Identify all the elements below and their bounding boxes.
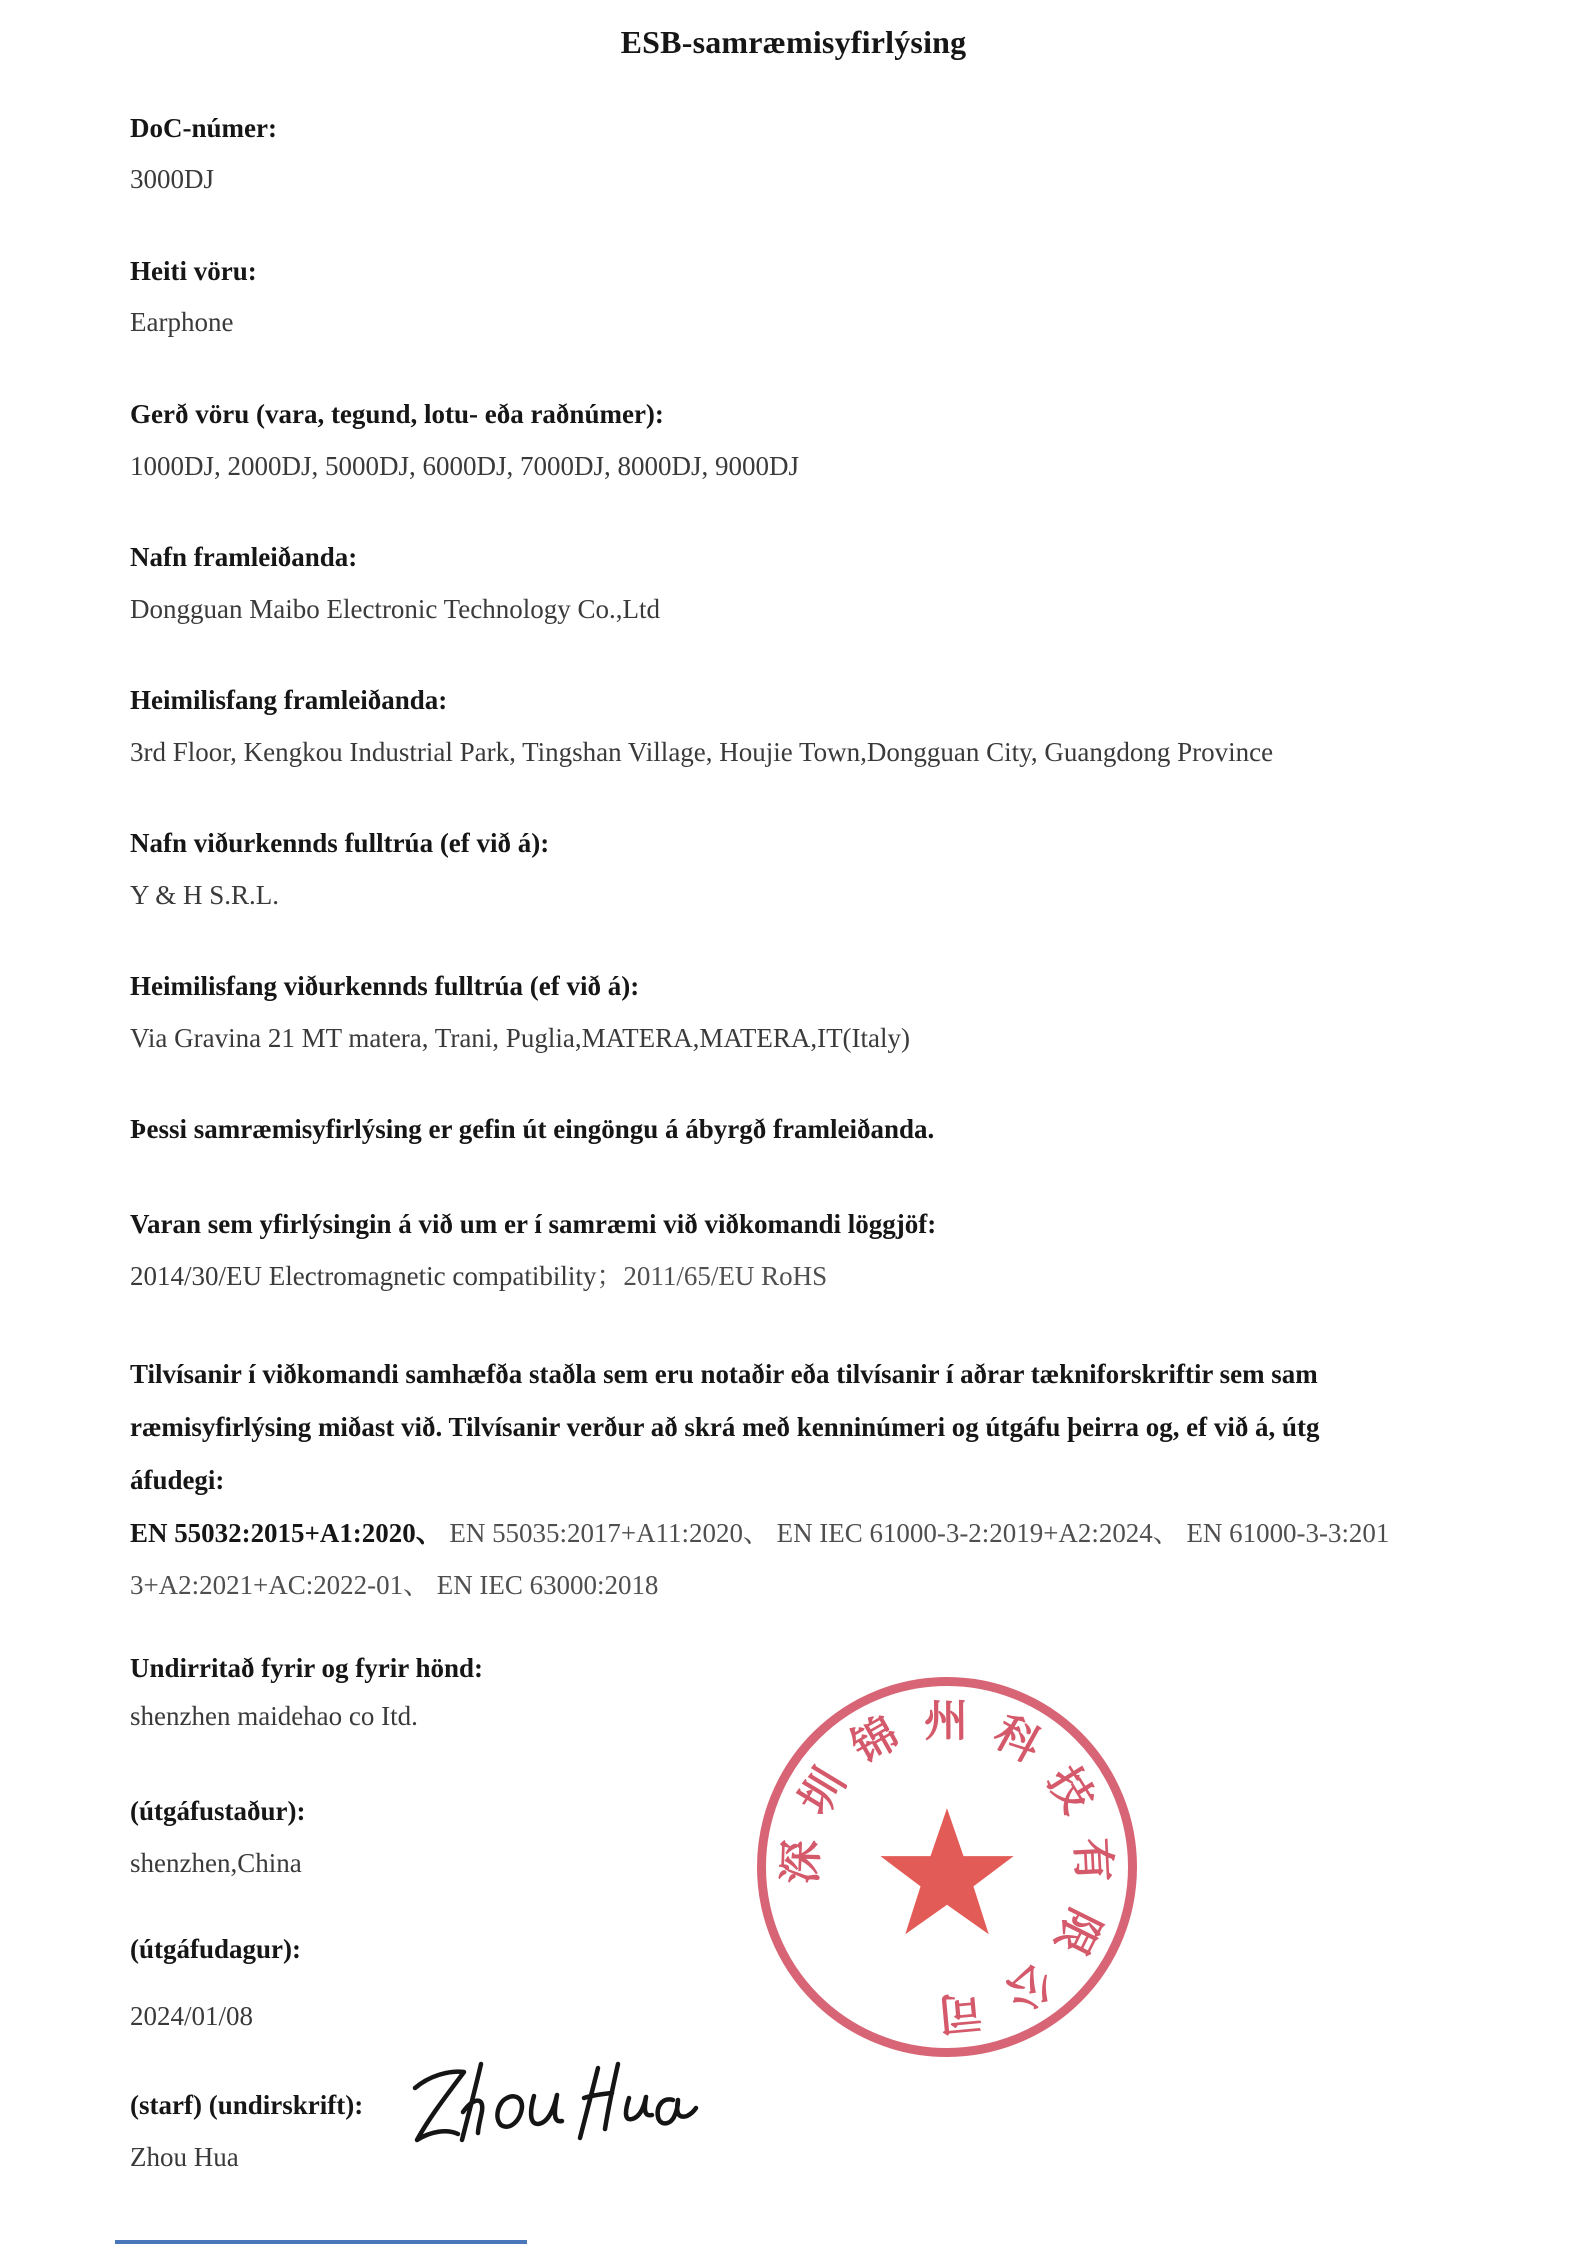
doc-title: ESB-samræmisyfirlýsing bbox=[620, 24, 967, 60]
responsibility-statement: Þessi samræmisyfirlýsing er gefin út eingöngu á ábyrgð framleiðanda. bbox=[130, 1114, 935, 1144]
field-value-signed-for: shenzhen maidehao co Itd. bbox=[130, 1701, 418, 1731]
stamp-star-icon bbox=[877, 1803, 1017, 1943]
field-value-place-of-issue: shenzhen,China bbox=[130, 1848, 302, 1878]
standards-intro-line-2: ræmisyfirlýsing miðast við. Tilvísanir verður að skrá með kenninúmeri og útgáfu þeirra og, ef við á, útg bbox=[130, 1412, 1320, 1442]
standards-list-line-1 bbox=[130, 1507, 1465, 1559]
legislation-label: Varan sem yfirlýsingin á við um er í samræmi við viðkomandi löggjöf: bbox=[130, 1209, 937, 1239]
standards-list bbox=[130, 1507, 1467, 1611]
field-value-date-of-issue: 2024/01/08 bbox=[130, 2001, 254, 2031]
standards-intro-line-3: áfudegi: bbox=[130, 1465, 225, 1495]
field-label-function-signature: (starf) (undirskrift): bbox=[130, 2090, 364, 2120]
footer-highlight-bar bbox=[115, 2240, 527, 2244]
standards-intro-line-1: Tilvísanir í viðkomandi samhæfða staðla sem eru notaðir eða tilvísanir í aðrar tækniforskriftir sem sam bbox=[130, 1359, 1318, 1389]
standards-list-line-1-rest: EN 55035:2017+A11:2020、 EN IEC 61000-3-2:2019+A2:2024、 EN 61000-3-3:201 bbox=[442, 1518, 1390, 1548]
field-value-representative-address: Via Gravina 21 MT matera, Trani, Puglia,MATERA,MATERA,IT(Italy) bbox=[130, 1023, 911, 1053]
stamp-text: 深 圳 锦 州 科 技 有 限 公 司 bbox=[775, 1695, 1119, 2040]
field-label-product-name: Heiti vöru: bbox=[130, 256, 257, 286]
field-value-manufacturer-address: 3rd Floor, Kengkou Industrial Park, Tingshan Village, Houjie Town,Dongguan City, Guangdong Province bbox=[130, 737, 1274, 767]
field-label-signed-for: Undirritað fyrir og fyrir hönd: bbox=[130, 1653, 483, 1683]
standards-list-line-2: 3+A2:2021+AC:2022-01、 EN IEC 63000:2018 bbox=[130, 1570, 659, 1600]
field-value-doc-number: 3000DJ bbox=[130, 164, 215, 194]
legislation-emc: 2014/30/EU Electromagnetic compatibility bbox=[130, 1261, 597, 1291]
field-label-manufacturer-name: Nafn framleiðanda: bbox=[130, 542, 358, 572]
field-value-manufacturer-name: Dongguan Maibo Electronic Technology Co.,Ltd bbox=[130, 594, 661, 624]
signature-handwriting bbox=[396, 2056, 706, 2156]
signature-strokes bbox=[396, 2056, 706, 2156]
field-label-manufacturer-address: Heimilisfang framleiðanda: bbox=[130, 685, 448, 715]
standards-intro bbox=[130, 1348, 1467, 1507]
field-label-product-type: Gerð vöru (vara, tegund, lotu- eða raðnúmer): bbox=[130, 399, 664, 429]
field-value-product-type: 1000DJ, 2000DJ, 5000DJ, 6000DJ, 7000DJ, 8000DJ, 9000DJ bbox=[130, 451, 800, 481]
standard-en55032: EN 55032:2015+A1:2020、 bbox=[130, 1518, 443, 1548]
field-label-place-of-issue: (útgáfustaður): bbox=[130, 1796, 306, 1826]
field-label-representative-name: Nafn viðurkennds fulltrúa (ef við á): bbox=[130, 828, 550, 858]
company-stamp bbox=[757, 1677, 1137, 2057]
legislation-separator: ； bbox=[596, 1261, 624, 1291]
field-value-signer-name: Zhou Hua bbox=[130, 2142, 239, 2172]
field-label-doc-number: DoC-númer: bbox=[130, 113, 277, 143]
legislation-value bbox=[130, 1259, 827, 1294]
stamp-ring bbox=[757, 1677, 1137, 2057]
field-value-representative-name: Y & H S.R.L. bbox=[130, 880, 280, 910]
field-value-product-name: Earphone bbox=[130, 307, 234, 337]
field-label-date-of-issue: (útgáfudagur): bbox=[130, 1934, 302, 1964]
legislation-rohs: 2011/65/EU RoHS bbox=[623, 1261, 828, 1291]
field-label-representative-address: Heimilisfang viðurkennds fulltrúa (ef við á): bbox=[130, 971, 640, 1001]
